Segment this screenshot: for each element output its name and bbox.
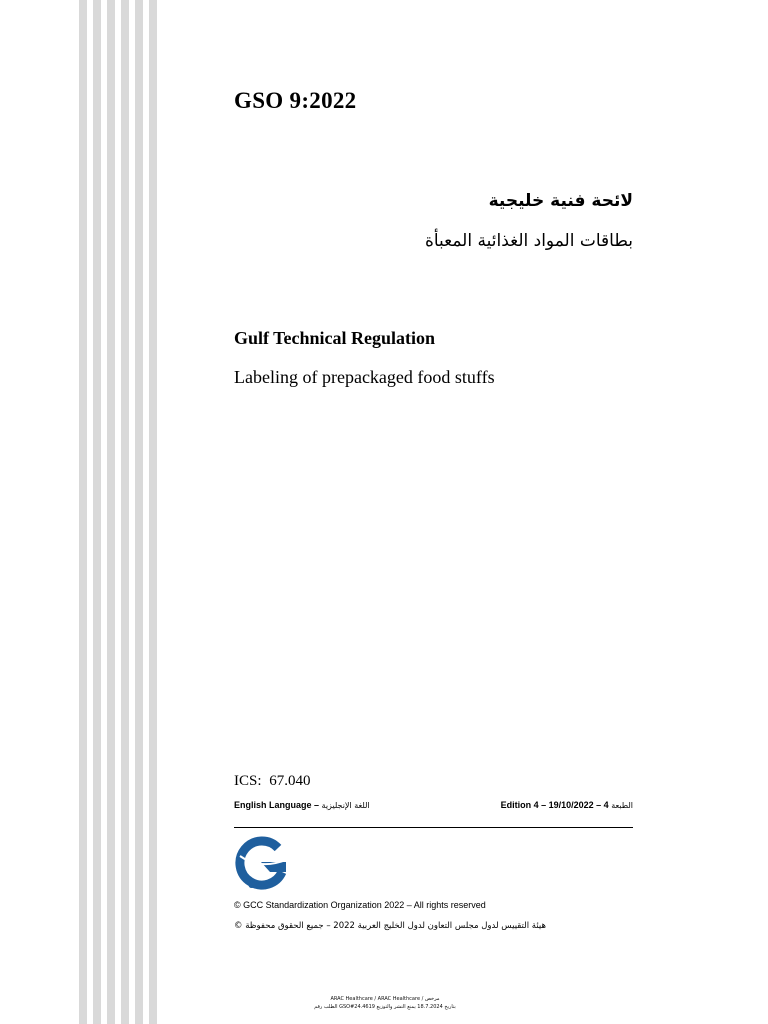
document-code: GSO 9:2022: [234, 88, 357, 113]
logo-text: GSO: [248, 880, 271, 891]
language-english: English Language –: [234, 800, 320, 810]
ics-code: ICS: 67.040: [234, 773, 311, 789]
gso-logo-icon: [232, 836, 290, 892]
arabic-subtitle: بطاقات المواد الغذائية المعبأة: [424, 231, 633, 251]
english-title: Gulf Technical Regulation: [234, 328, 436, 348]
edition-english: Edition 4 – 19/10/2022 – 4: [500, 800, 609, 810]
document-language: [234, 800, 370, 810]
license-note-line2: الطلب رقم GSO#24.4619 بتاريخ 18.7.2024 يمنع النشر والتوزيع: [314, 1004, 456, 1010]
edition-info: [501, 800, 633, 810]
stripe: [121, 0, 129, 1024]
edition-arabic: الطبعة: [611, 801, 633, 810]
stripe: [149, 0, 157, 1024]
stripe: [79, 0, 87, 1024]
arabic-title: لائحة فنية خليجية: [488, 191, 633, 211]
english-subtitle: Labeling of prepackaged food stuffs: [234, 367, 495, 387]
stripe: [135, 0, 143, 1024]
license-note-line1: ARAC Healthcare / ARAC Healthcare / مرخص: [330, 996, 440, 1002]
stripe: [107, 0, 115, 1024]
gso-logo: [232, 836, 290, 892]
language-arabic: اللغة الإنجليزية: [321, 801, 370, 810]
copyright-arabic: هيئة التقييس لدول مجلس التعاون لدول الخليج العربية 2022 – جميع الحقوق محفوظة ©: [234, 921, 546, 931]
copyright-english: © GCC Standardization Organization 2022 – All rights reserved: [234, 900, 486, 910]
decorative-stripes: [79, 0, 159, 1024]
divider: [234, 827, 633, 828]
stripe: [93, 0, 101, 1024]
